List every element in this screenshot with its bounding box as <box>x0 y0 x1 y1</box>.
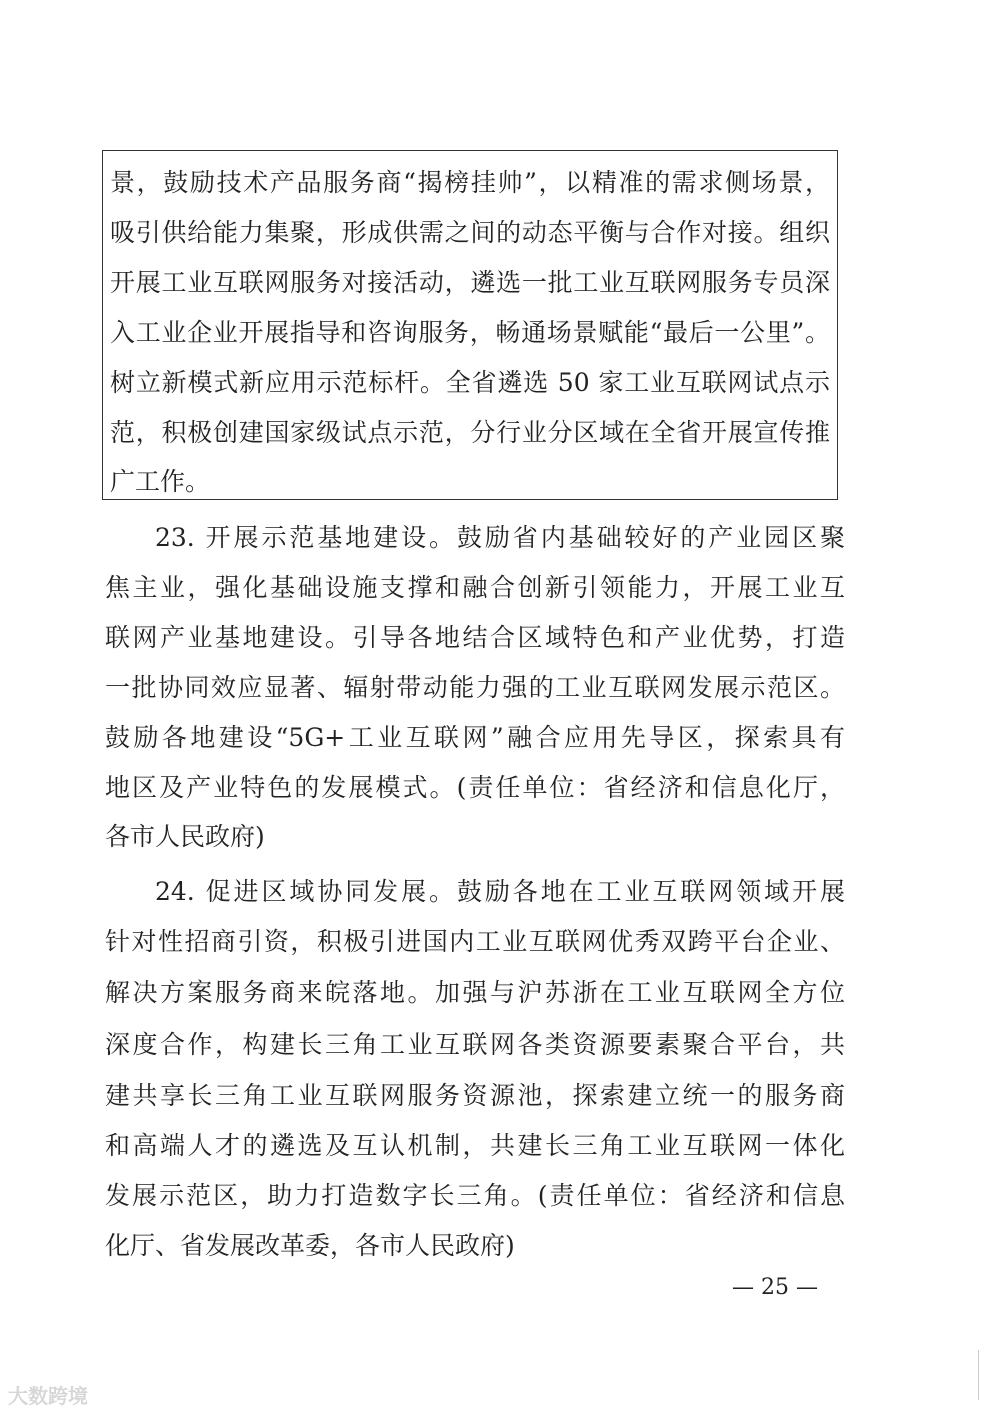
boxed-text-line: 开展工业互联网服务对接活动，遴选一批工业互联网服务专员深 <box>110 268 830 297</box>
paragraph-24-line: 24. 促进区域协同发展。鼓励各地在工业互联网领域开展 <box>155 877 845 906</box>
paragraph-24-line: 解决方案服务商来皖落地。加强与沪苏浙在工业互联网全方位 <box>105 978 845 1007</box>
paragraph-23-line: 一批协同效应显著、辐射带动能力强的工业互联网发展示范区。 <box>105 673 845 702</box>
boxed-text-line: 入工业企业开展指导和咨询服务，畅通场景赋能“最后一公里”。 <box>110 318 830 347</box>
paragraph-24-line: 和高端人才的遴选及互认机制，共建长三角工业互联网一体化 <box>105 1131 845 1160</box>
paragraph-24-line: 针对性招商引资，积极引进国内工业互联网优秀双跨平台企业、 <box>105 927 845 956</box>
page-number: — 25 — <box>732 1275 818 1300</box>
paragraph-23-line: 各市人民政府) <box>105 822 265 851</box>
paragraph-23-line: 鼓励各地建设“5G+工业互联网”融合应用先导区，探索具有 <box>105 723 845 752</box>
paragraph-23-line: 焦主业，强化基础设施支撑和融合创新引领能力，开展工业互 <box>105 573 845 602</box>
page-edge-line <box>978 1350 979 1400</box>
paragraph-23-line: 地区及产业特色的发展模式。(责任单位：省经济和信息化厅， <box>105 773 845 802</box>
paragraph-24-line: 建共享长三角工业互联网服务资源池，探索建立统一的服务商 <box>105 1081 845 1110</box>
boxed-text-line: 范，积极创建国家级试点示范，分行业分区域在全省开展宣传推 <box>110 418 830 447</box>
boxed-text-line: 吸引供给能力集聚，形成供需之间的动态平衡与合作对接。组织 <box>110 218 830 247</box>
boxed-text-line: 景，鼓励技术产品服务商“揭榜挂帅”，以精准的需求侧场景， <box>110 168 830 197</box>
paragraph-24-line: 深度合作，构建长三角工业互联网各类资源要素聚合平台，共 <box>105 1030 845 1059</box>
paragraph-23-line: 联网产业基地建设。引导各地结合区域特色和产业优势，打造 <box>105 623 845 652</box>
paragraph-23-line: 23. 开展示范基地建设。鼓励省内基础较好的产业园区聚 <box>155 523 845 552</box>
boxed-text-line: 广工作。 <box>110 467 211 496</box>
paragraph-24-line: 发展示范区，助力打造数字长三角。(责任单位：省经济和信息 <box>105 1181 845 1210</box>
paragraph-24-line: 化厅、省发展改革委，各市人民政府) <box>105 1231 515 1260</box>
boxed-text-line: 树立新模式新应用示范标杆。全省遴选 50 家工业互联网试点示 <box>110 368 830 397</box>
watermark-logo: 大数跨境 <box>8 1384 88 1408</box>
